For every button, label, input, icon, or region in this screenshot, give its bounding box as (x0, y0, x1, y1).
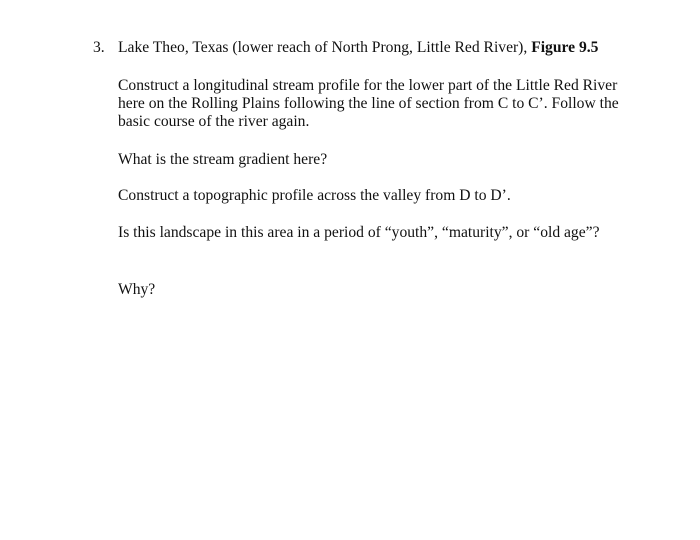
why-question (118, 281, 653, 299)
construct-profile-paragraph (118, 77, 653, 131)
paragraph-line: basic course of the river again. (118, 113, 310, 130)
paragraph-line: Construct a topographic profile across the valley from D to D’. (118, 187, 511, 204)
paragraph-line: Construct a longitudinal stream profile for the lower part of the Little Red River (118, 77, 618, 94)
question-number: 3. (93, 39, 105, 56)
paragraph-line: What is the stream gradient here? (118, 151, 328, 168)
paragraph-line: here on the Rolling Plains following the line of section from C to C’. Follow the (118, 95, 619, 112)
paragraph-line: Why? (118, 281, 156, 298)
question-title: Lake Theo, Texas (lower reach of North Prong, Little Red River), (118, 39, 532, 56)
landscape-stage-question (118, 224, 653, 242)
topographic-profile-paragraph (118, 187, 653, 205)
paragraph-line: Is this landscape in this area in a period of “youth”, “maturity”, or “old age”? (118, 224, 600, 241)
figure-reference: Figure 9.5 (531, 39, 599, 56)
gradient-question (118, 151, 653, 169)
question-heading (118, 39, 598, 57)
